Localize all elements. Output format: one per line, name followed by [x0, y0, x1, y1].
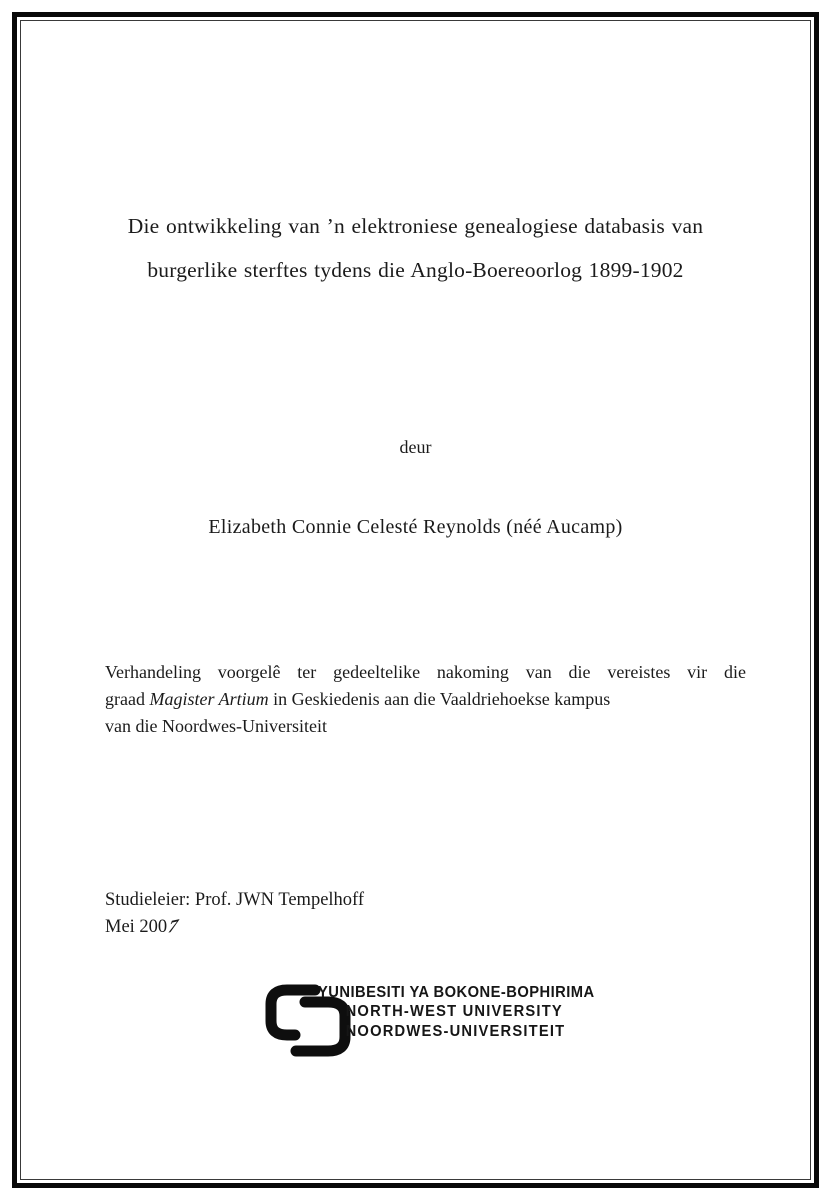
degree-name-italic: Magister Artium — [149, 689, 269, 709]
byline-deur: deur — [399, 437, 432, 457]
logo-line-afrikaans: NOORDWES-UNIVERSITEIT — [345, 1022, 566, 1040]
supervisor-line: Studieleier: Prof. JWN Tempelhoff — [105, 890, 365, 910]
logo-line-english: NORTH-WEST UNIVERSITY — [345, 1003, 563, 1021]
supervisor-date-block — [105, 887, 364, 941]
date-digit-seven: 7 — [164, 916, 182, 938]
thesis-title — [60, 204, 771, 292]
statement-line-2-post: in Geskiedenis aan die Vaaldriehoekse kampus — [268, 689, 611, 709]
logo-line-setswana: YUNIBESITI YA BOKONE-BOPHIRIMA — [318, 984, 595, 1001]
statement-line-2-pre: graad — [105, 689, 150, 709]
nwu-logo — [258, 976, 619, 1058]
title-line-1: Die ontwikkeling van ’n elektroniese genealogiese databasis van — [127, 214, 704, 238]
date-prefix: Mei 200 — [105, 917, 168, 937]
title-line-2: burgerlike sterftes tydens die Anglo-Boereoorlog 1899-1902 — [147, 258, 684, 282]
date-line — [105, 914, 364, 941]
degree-statement — [105, 659, 746, 740]
statement-line-1: Verhandeling voorgelê ter gedeeltelike nakoming van die vereistes vir die — [105, 662, 746, 682]
nwu-logo-text — [318, 983, 595, 1041]
statement-line-3: van die Noordwes-Universiteit — [105, 716, 327, 736]
statement-line-2 — [105, 686, 746, 713]
author-name: Elizabeth Connie Celesté Reynolds (néé Aucamp) — [208, 516, 623, 538]
